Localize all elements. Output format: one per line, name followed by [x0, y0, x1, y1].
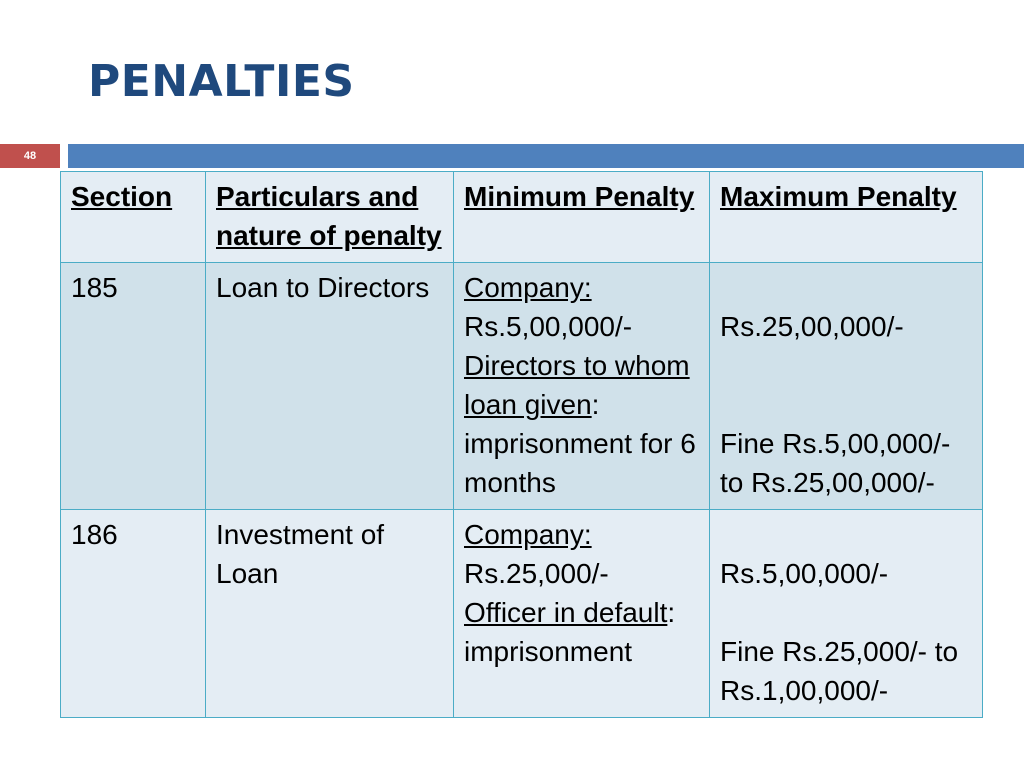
section-cell: 185 [61, 263, 206, 510]
slide-number: 48 [0, 144, 60, 168]
company-label: Company: [464, 272, 592, 303]
header-minimum-penalty: Minimum Penalty [454, 172, 710, 263]
section-cell: 186 [61, 510, 206, 718]
company-amount: Rs.25,000/- [464, 558, 609, 589]
director-colon: : [591, 389, 600, 420]
title-divider-bar [68, 144, 1024, 168]
header-section: Section [61, 172, 206, 263]
penalties-table [60, 171, 983, 718]
director-label: Directors to whom loan given [464, 350, 690, 420]
particulars-cell: Investment of Loan [206, 510, 454, 718]
maximum-amount: Rs.25,00,000/- [720, 311, 904, 342]
minimum-penalty-cell [454, 510, 710, 718]
maximum-fine: Fine Rs.5,00,000/- to Rs.25,00,000/- [720, 428, 951, 498]
table-row [61, 510, 983, 718]
particulars-cell: Loan to Directors [206, 263, 454, 510]
slide-title: PENALTIES [88, 56, 355, 107]
maximum-fine: Fine Rs.25,000/- to Rs.1,00,000/- [720, 636, 959, 706]
minimum-penalty-cell [454, 263, 710, 510]
header-particulars: Particulars and nature of penalty [206, 172, 454, 263]
table-row [61, 263, 983, 510]
company-amount: Rs.5,00,000/- [464, 311, 633, 342]
maximum-penalty-cell [710, 510, 983, 718]
officer-label: Officer in default [464, 597, 668, 628]
officer-colon: : [667, 597, 676, 628]
maximum-amount: Rs.5,00,000/- [720, 558, 889, 589]
header-maximum-penalty: Maximum Penalty [710, 172, 983, 263]
director-penalty: imprisonment for 6 months [464, 428, 696, 498]
table-header-row [61, 172, 983, 263]
company-label: Company: [464, 519, 592, 550]
officer-penalty: imprisonment [464, 636, 633, 667]
maximum-penalty-cell [710, 263, 983, 510]
